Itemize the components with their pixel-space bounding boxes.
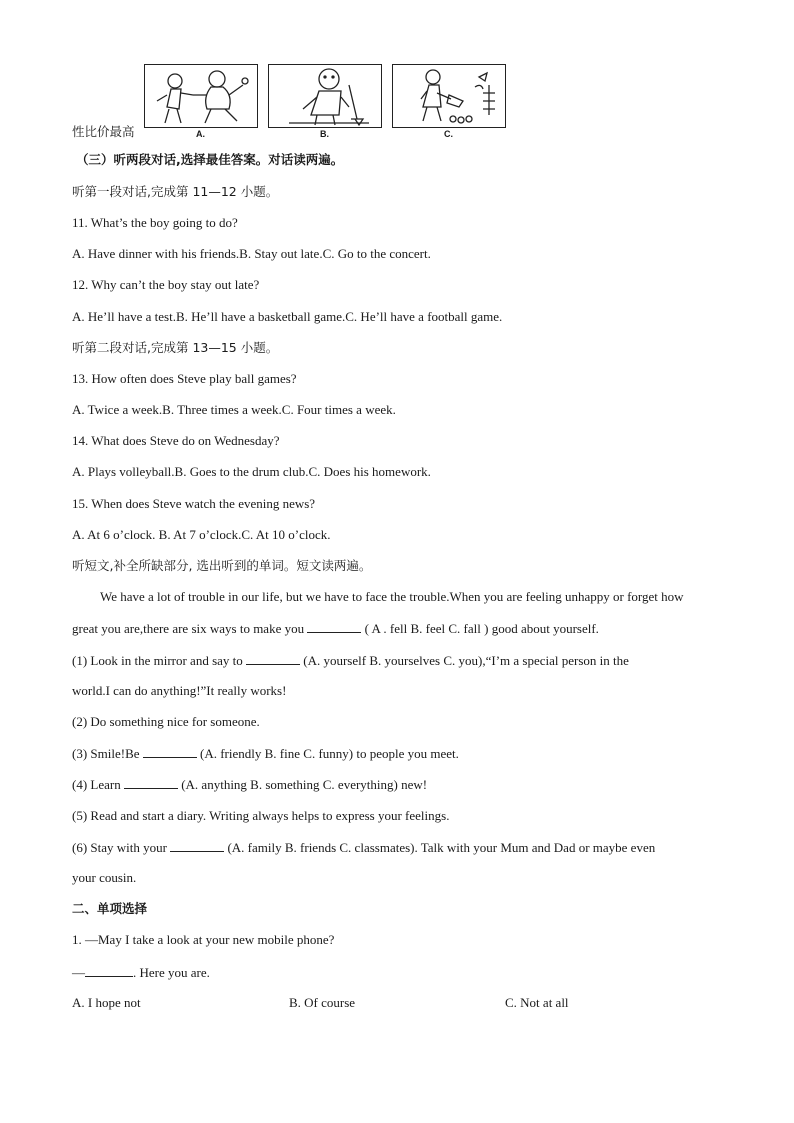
picture-a <box>144 64 258 128</box>
way-1 <box>72 652 629 669</box>
top-left-text: 性比价最高 <box>72 124 135 139</box>
way-6-text: (6) Stay with your <box>72 840 167 855</box>
question-15-options: A. At 6 o’clock. B. At 7 o’clock.C. At 10 o’clock. <box>72 527 331 542</box>
way-3 <box>72 745 459 762</box>
answer-blank-family[interactable] <box>170 839 224 852</box>
mc1-answer-blank[interactable] <box>85 964 133 977</box>
question-14: 14. What does Steve do on Wednesday? <box>72 433 280 448</box>
answer-blank-friendly[interactable] <box>143 745 197 758</box>
mc1-option-b[interactable]: B. Of course <box>289 995 356 1010</box>
way-5: (5) Read and start a diary. Writing always helps to express your feelings. <box>72 808 450 823</box>
picture-a-caption: A. <box>196 129 205 139</box>
passage-line-2 <box>72 620 599 637</box>
way-4-text-end: new! <box>401 777 428 792</box>
mc1-option-c[interactable]: C. Not at all <box>505 995 569 1010</box>
question-12-options: A. He’ll have a test.B. He’ll have a basketball game.C. He’ll have a football game. <box>72 309 503 324</box>
section3-title: （三）听两段对话,选择最佳答案。对话读两遍。 <box>76 152 344 167</box>
picture-b-caption: B. <box>320 129 329 139</box>
answer-blank-yourself[interactable] <box>246 652 300 665</box>
kid-watering-flowers-icon <box>393 65 505 127</box>
question-11: 11. What’s the boy going to do? <box>72 215 238 230</box>
way-1-text: (1) Look in the mirror and say to <box>72 653 243 668</box>
question-14-options: A. Plays volleyball.B. Goes to the drum club.C. Does his homework. <box>72 464 431 479</box>
question-13: 13. How often does Steve play ball games? <box>72 371 297 386</box>
mc1-reply-dash: — <box>72 965 85 980</box>
mc1-reply <box>72 964 210 981</box>
mc1-question: 1. —May I take a look at your new mobile phone? <box>72 932 335 947</box>
way-3-text: (3) Smile!Be <box>72 746 140 761</box>
mc1-option-a[interactable]: A. I hope not <box>72 995 141 1010</box>
way-4 <box>72 776 427 793</box>
answer-blank-something[interactable] <box>124 776 178 789</box>
way-3-options: (A. friendly B. fine C. funny) <box>200 746 354 761</box>
way-6-continued: your cousin. <box>72 870 137 885</box>
boy-sweeping-icon <box>269 65 381 127</box>
dialogue1-intro: 听第一段对话,完成第 11—12 小题。 <box>72 184 279 199</box>
section2-title: 二、单项选择 <box>72 901 148 916</box>
two-kids-playing-icon <box>145 65 257 127</box>
way-6-options: (A. family B. friends C. classmates). <box>227 840 418 855</box>
way-4-options: (A. anything B. something C. everything) <box>181 777 398 792</box>
passage-intro: 听短文,补全所缺部分, 选出听到的单词。短文读两遍。 <box>72 558 372 573</box>
passage-text: great you are,there are six ways to make you <box>72 621 305 636</box>
question-11-options: A. Have dinner with his friends.B. Stay out late.C. Go to the concert. <box>72 246 431 261</box>
question-15: 15. When does Steve watch the evening news? <box>72 496 316 511</box>
question-12: 12. Why can’t the boy stay out late? <box>72 277 260 292</box>
passage-options: ( A . fell B. feel C. fall ) <box>364 621 489 636</box>
dialogue2-intro: 听第二段对话,完成第 13—15 小题。 <box>72 340 279 355</box>
way-1-continued: world.I can do anything!”It really works! <box>72 683 287 698</box>
passage-line-1: We have a lot of trouble in our life, but we have to face the trouble.When you are feeling unhappy or forget how <box>100 589 684 604</box>
way-1-options: (A. yourself B. yourselves C. you), <box>303 653 486 668</box>
way-4-text: (4) Learn <box>72 777 121 792</box>
question-13-options: A. Twice a week.B. Three times a week.C. Four times a week. <box>72 402 396 417</box>
way-6 <box>72 839 655 856</box>
picture-c-caption: C. <box>444 129 453 139</box>
picture-b <box>268 64 382 128</box>
picture-c <box>392 64 506 128</box>
passage-text: good about yourself. <box>491 621 599 636</box>
way-2: (2) Do something nice for someone. <box>72 714 260 729</box>
answer-blank-feel[interactable] <box>307 620 361 633</box>
mc1-reply-text: . Here you are. <box>133 965 210 980</box>
way-1-quote: “I’m a special person in the <box>485 653 629 668</box>
way-6-text-end: Talk with your Mum and Dad or maybe even <box>420 840 656 855</box>
way-3-text-end: to people you meet. <box>356 746 459 761</box>
